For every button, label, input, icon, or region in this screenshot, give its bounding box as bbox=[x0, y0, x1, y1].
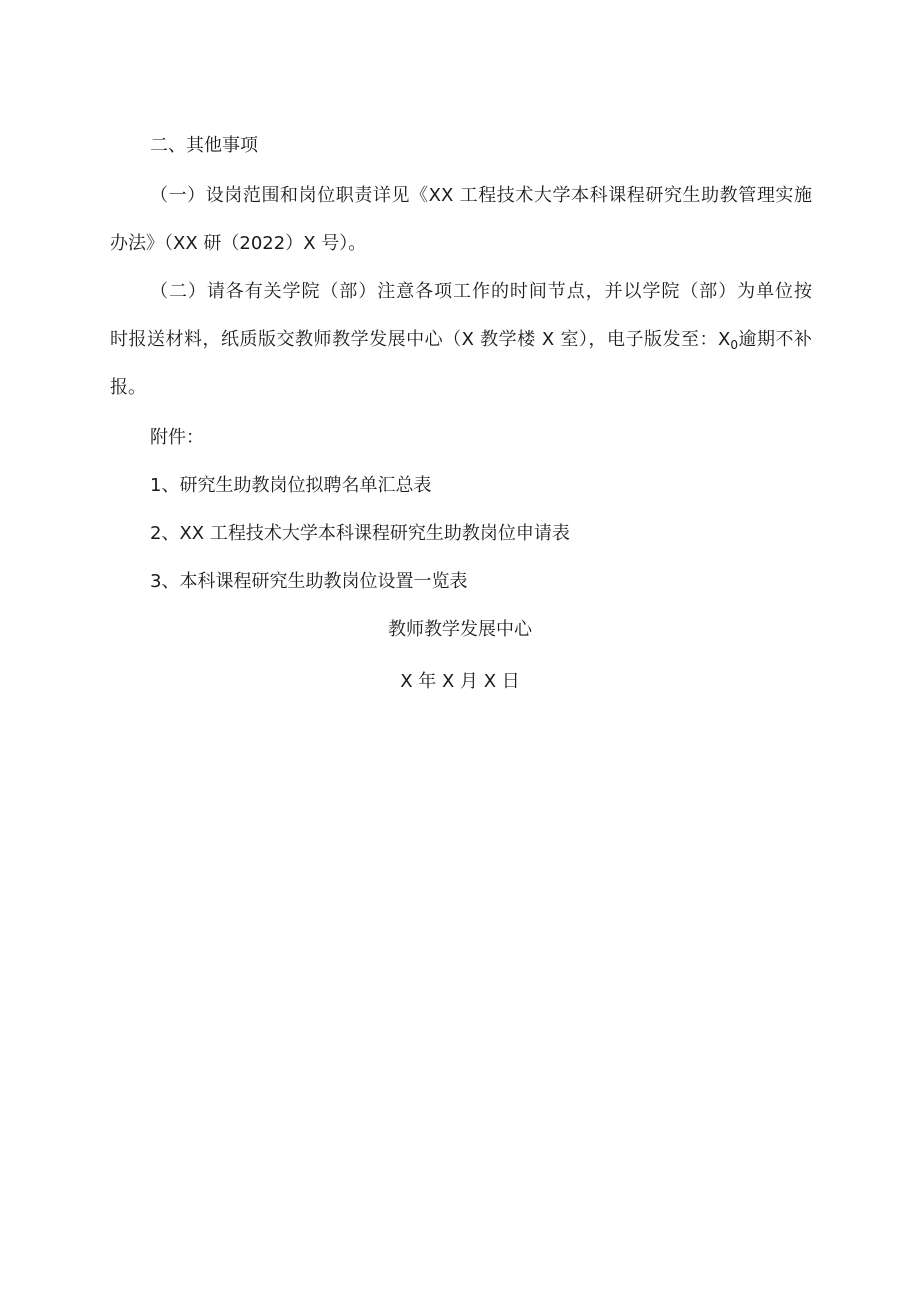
item2-line2-tail: 逾期不补 bbox=[737, 329, 812, 350]
section-heading: 二、其他事项 bbox=[150, 135, 258, 156]
item2-line2-text: 时报送材料，纸质版交教师教学发展中心（X 教学楼 X 室），电子版发至：X bbox=[110, 329, 731, 350]
signature-org: 教师教学发展中心 bbox=[388, 619, 532, 640]
attachment-item: 1、研究生助教岗位拟聘名单汇总表 bbox=[150, 475, 432, 496]
item1-line2: 办法》（XX 研（2022）X 号）。 bbox=[110, 233, 367, 254]
attachment-item: 3、本科课程研究生助教岗位设置一览表 bbox=[150, 571, 468, 592]
attachments-heading: 附件： bbox=[150, 427, 204, 448]
item2-line1: （二）请各有关学院（部）注意各项工作的时间节点，并以学院（部）为单位按 bbox=[150, 281, 812, 302]
item2-line2-subscript: 0 bbox=[730, 338, 738, 352]
item2-line2 bbox=[110, 327, 812, 353]
item1-line1: （一）设岗范围和岗位职责详见《XX 工程技术大学本科课程研究生助教管理实施 bbox=[150, 185, 812, 206]
attachment-item: 2、XX 工程技术大学本科课程研究生助教岗位申请表 bbox=[150, 523, 570, 544]
item2-line3: 报。 bbox=[110, 377, 146, 398]
signature-date: X 年 X 月 X 日 bbox=[400, 671, 520, 692]
